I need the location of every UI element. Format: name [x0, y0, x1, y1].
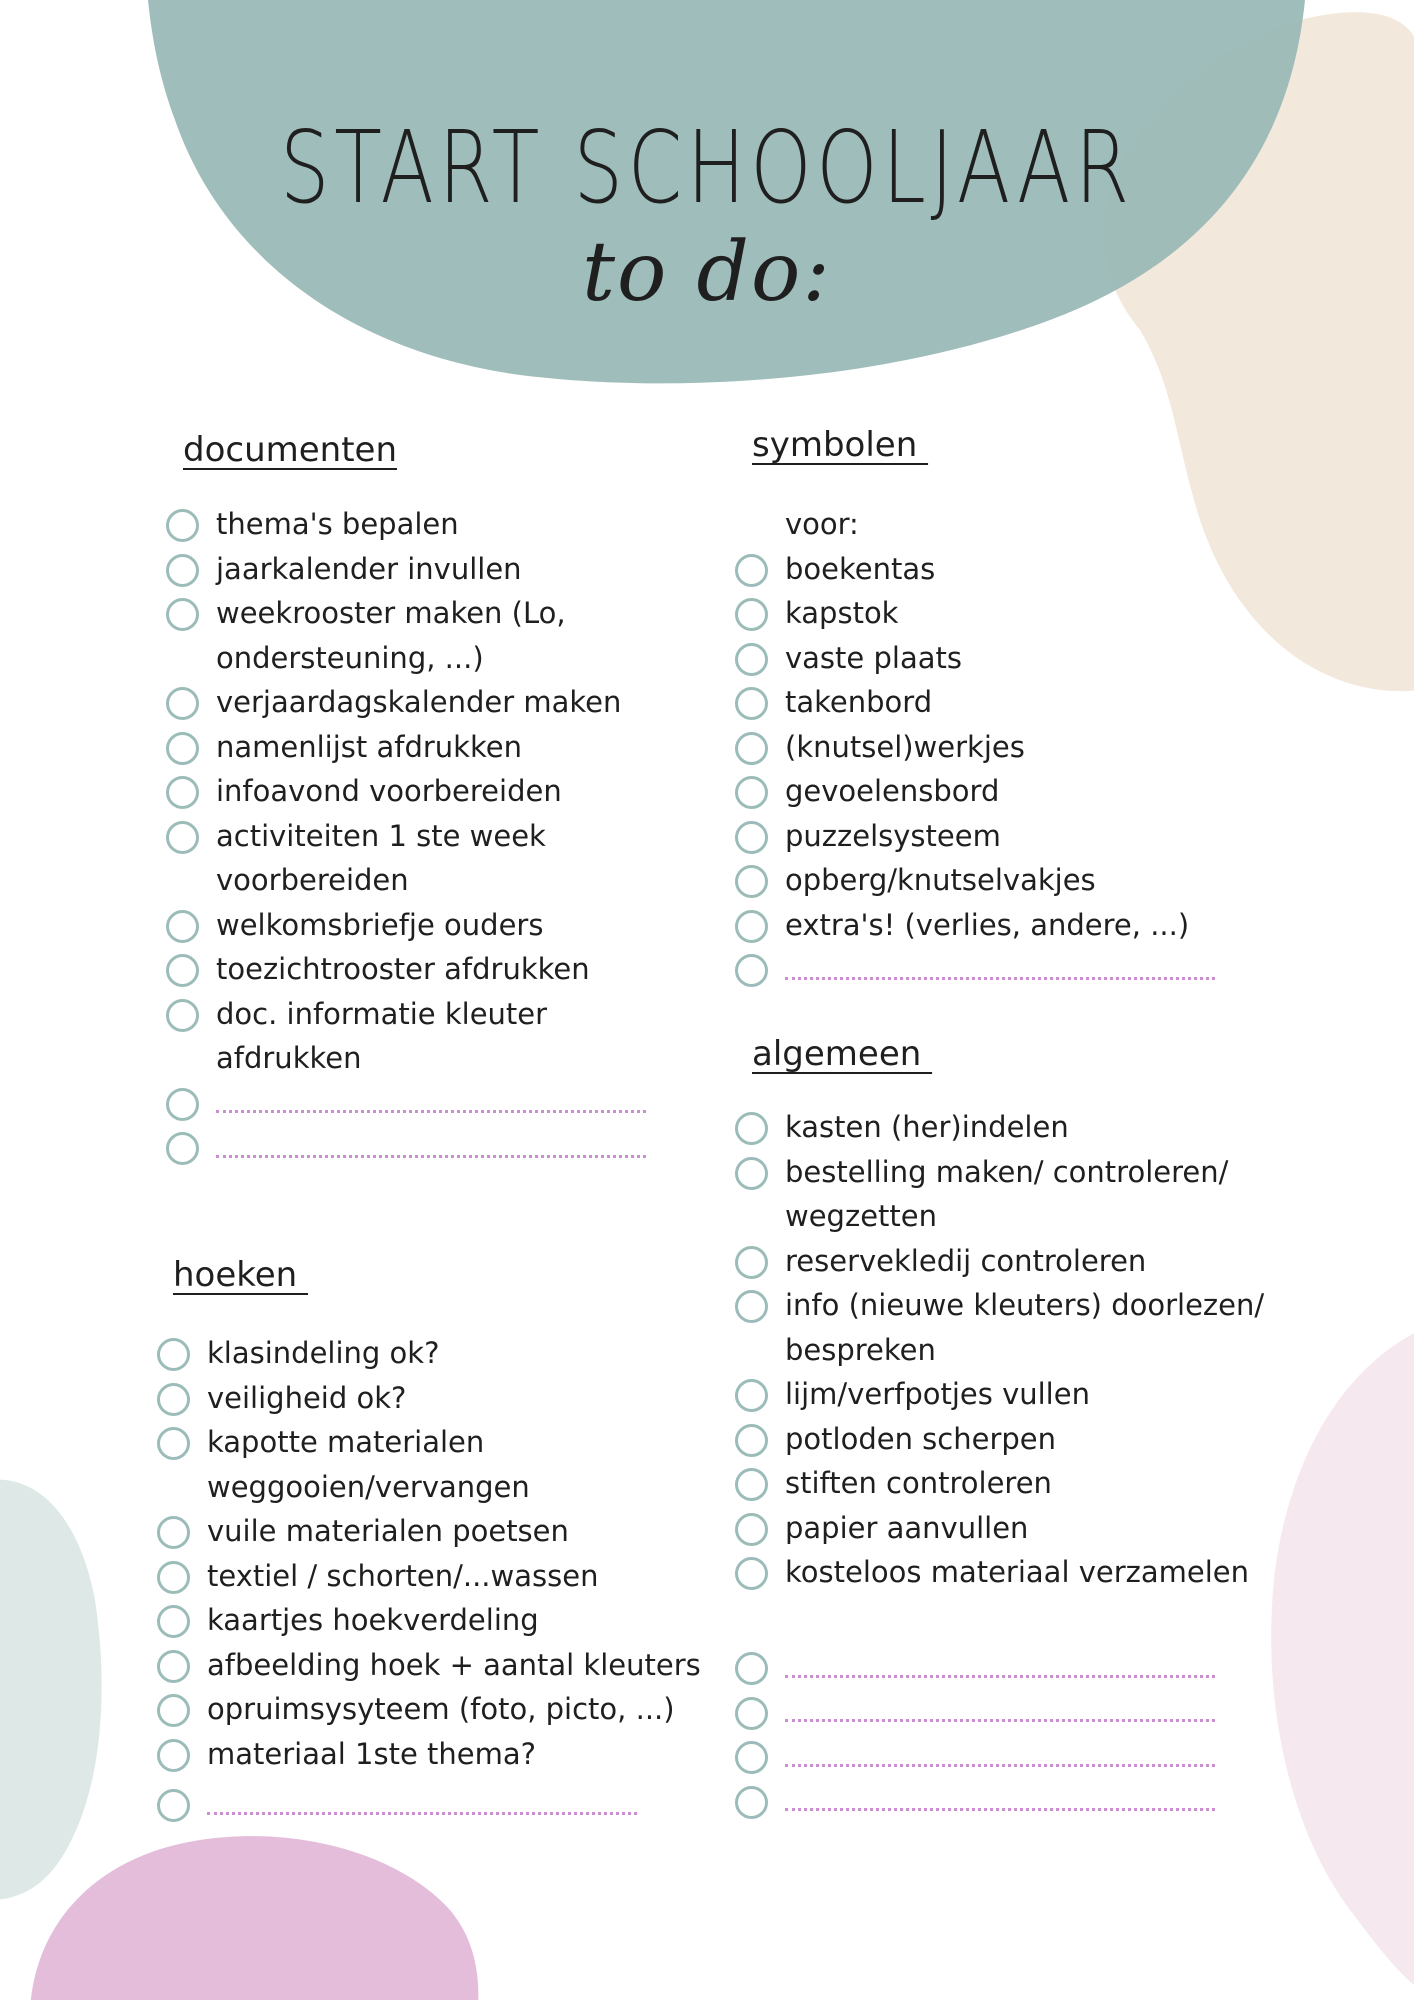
symbolen-intro: voor:	[785, 507, 859, 541]
todo-item[interactable]: welkomsbriefje ouders	[166, 903, 646, 948]
todo-item[interactable]: materiaal 1ste thema?	[157, 1732, 701, 1777]
symbolen-list	[735, 502, 1215, 992]
blank-todo-item[interactable]	[166, 1081, 646, 1126]
light-teal-blob	[0, 1480, 102, 1900]
todo-item[interactable]: potloden scherpen	[735, 1417, 1264, 1462]
todo-item[interactable]: thema's bepalen	[166, 502, 646, 547]
todo-item[interactable]: toezichtrooster afdrukken	[166, 947, 646, 992]
todo-item[interactable]: extra's! (verlies, andere, ...)	[735, 903, 1215, 948]
todo-item[interactable]: kaartjes hoekverdeling	[157, 1598, 701, 1643]
todo-item[interactable]: info (nieuwe kleuters) doorlezen/	[735, 1283, 1264, 1328]
light-pink-blob	[1271, 1330, 1414, 1990]
section-algemeen	[752, 1034, 932, 1074]
todo-item[interactable]: verjaardagskalender maken	[166, 680, 646, 725]
todo-item[interactable]: infoavond voorbereiden	[166, 769, 646, 814]
todo-item[interactable]: kosteloos materiaal verzamelen	[735, 1550, 1264, 1595]
todo-item[interactable]: klasindeling ok?	[157, 1331, 701, 1376]
todo-item-continuation: ondersteuning, ...)	[216, 640, 484, 675]
todo-item[interactable]: gevoelensbord	[735, 769, 1215, 814]
todo-item[interactable]: puzzelsysteem	[735, 814, 1215, 859]
algemeen-blank-list	[735, 1645, 1215, 1823]
todo-item-continuation: wegzetten	[785, 1199, 937, 1233]
blank-todo-item[interactable]	[735, 947, 1215, 992]
todo-item[interactable]: kapotte materialen	[157, 1420, 701, 1465]
section-symbolen	[752, 425, 928, 465]
todo-item[interactable]: afbeelding hoek + aantal kleuters	[157, 1643, 701, 1688]
blank-line[interactable]	[785, 1661, 1215, 1678]
blank-line[interactable]	[216, 1096, 646, 1113]
blank-todo-item[interactable]	[735, 1734, 1215, 1779]
todo-item[interactable]: boekentas	[735, 547, 1215, 592]
page-subtitle: to do:	[582, 225, 832, 320]
section-heading-algemeen: algemeen	[752, 1034, 933, 1074]
algemeen-list	[735, 1105, 1264, 1595]
section-heading-hoeken: hoeken	[173, 1255, 309, 1295]
blank-line[interactable]	[785, 963, 1215, 980]
todo-item[interactable]: kasten (her)indelen	[735, 1105, 1264, 1150]
blank-line[interactable]	[785, 1750, 1215, 1767]
section-heading-documenten: documenten	[183, 430, 398, 470]
documenten-list	[166, 502, 646, 1170]
todo-item[interactable]: reservekledij controleren	[735, 1239, 1264, 1284]
todo-item[interactable]: veiligheid ok?	[157, 1376, 701, 1421]
todo-item[interactable]: jaarkalender invullen	[166, 547, 646, 592]
todo-item[interactable]: kapstok	[735, 591, 1215, 636]
blank-todo-item[interactable]	[735, 1645, 1215, 1690]
todo-item-continuation: voorbereiden	[216, 863, 409, 897]
blank-todo-item[interactable]	[735, 1690, 1215, 1735]
todo-item[interactable]: vaste plaats	[735, 636, 1215, 681]
todo-item[interactable]: stiften controleren	[735, 1461, 1264, 1506]
todo-item[interactable]: namenlijst afdrukken	[166, 725, 646, 770]
todo-item[interactable]: opruimsysyteem (foto, picto, ...)	[157, 1687, 701, 1732]
todo-item-continuation: afdrukken	[216, 1041, 362, 1075]
todo-item-continuation: weggooien/vervangen	[207, 1469, 530, 1504]
blank-todo-item[interactable]	[166, 1125, 646, 1170]
todo-item[interactable]: activiteiten 1 ste week	[166, 814, 646, 859]
blank-todo-item[interactable]	[735, 1779, 1215, 1824]
todo-item[interactable]: lijm/verfpotjes vullen	[735, 1372, 1264, 1417]
todo-item[interactable]: opberg/knutselvakjes	[735, 858, 1215, 903]
section-documenten	[183, 430, 397, 470]
todo-item[interactable]: doc. informatie kleuter	[166, 992, 646, 1037]
section-hoeken	[173, 1255, 308, 1295]
todo-item-continuation: bespreken	[785, 1332, 936, 1367]
todo-item[interactable]: papier aanvullen	[735, 1506, 1264, 1551]
hoeken-list	[157, 1331, 701, 1827]
todo-item[interactable]: takenbord	[735, 680, 1215, 725]
todo-item[interactable]: bestelling maken/ controleren/	[735, 1150, 1264, 1195]
blank-line[interactable]	[785, 1705, 1215, 1722]
page-title: START SCHOOLJAAR	[280, 109, 1134, 226]
blank-line[interactable]	[207, 1798, 637, 1815]
todo-item[interactable]: textiel / schorten/...wassen	[157, 1554, 701, 1599]
todo-item[interactable]: vuile materialen poetsen	[157, 1509, 701, 1554]
todo-item[interactable]: (knutsel)werkjes	[735, 725, 1215, 770]
pink-blob	[30, 1836, 478, 2000]
section-heading-symbolen: symbolen	[752, 425, 929, 465]
blank-line[interactable]	[785, 1794, 1215, 1811]
blank-todo-item[interactable]	[157, 1782, 701, 1827]
blank-line[interactable]	[216, 1141, 646, 1158]
todo-item[interactable]: weekrooster maken (Lo,	[166, 591, 646, 636]
